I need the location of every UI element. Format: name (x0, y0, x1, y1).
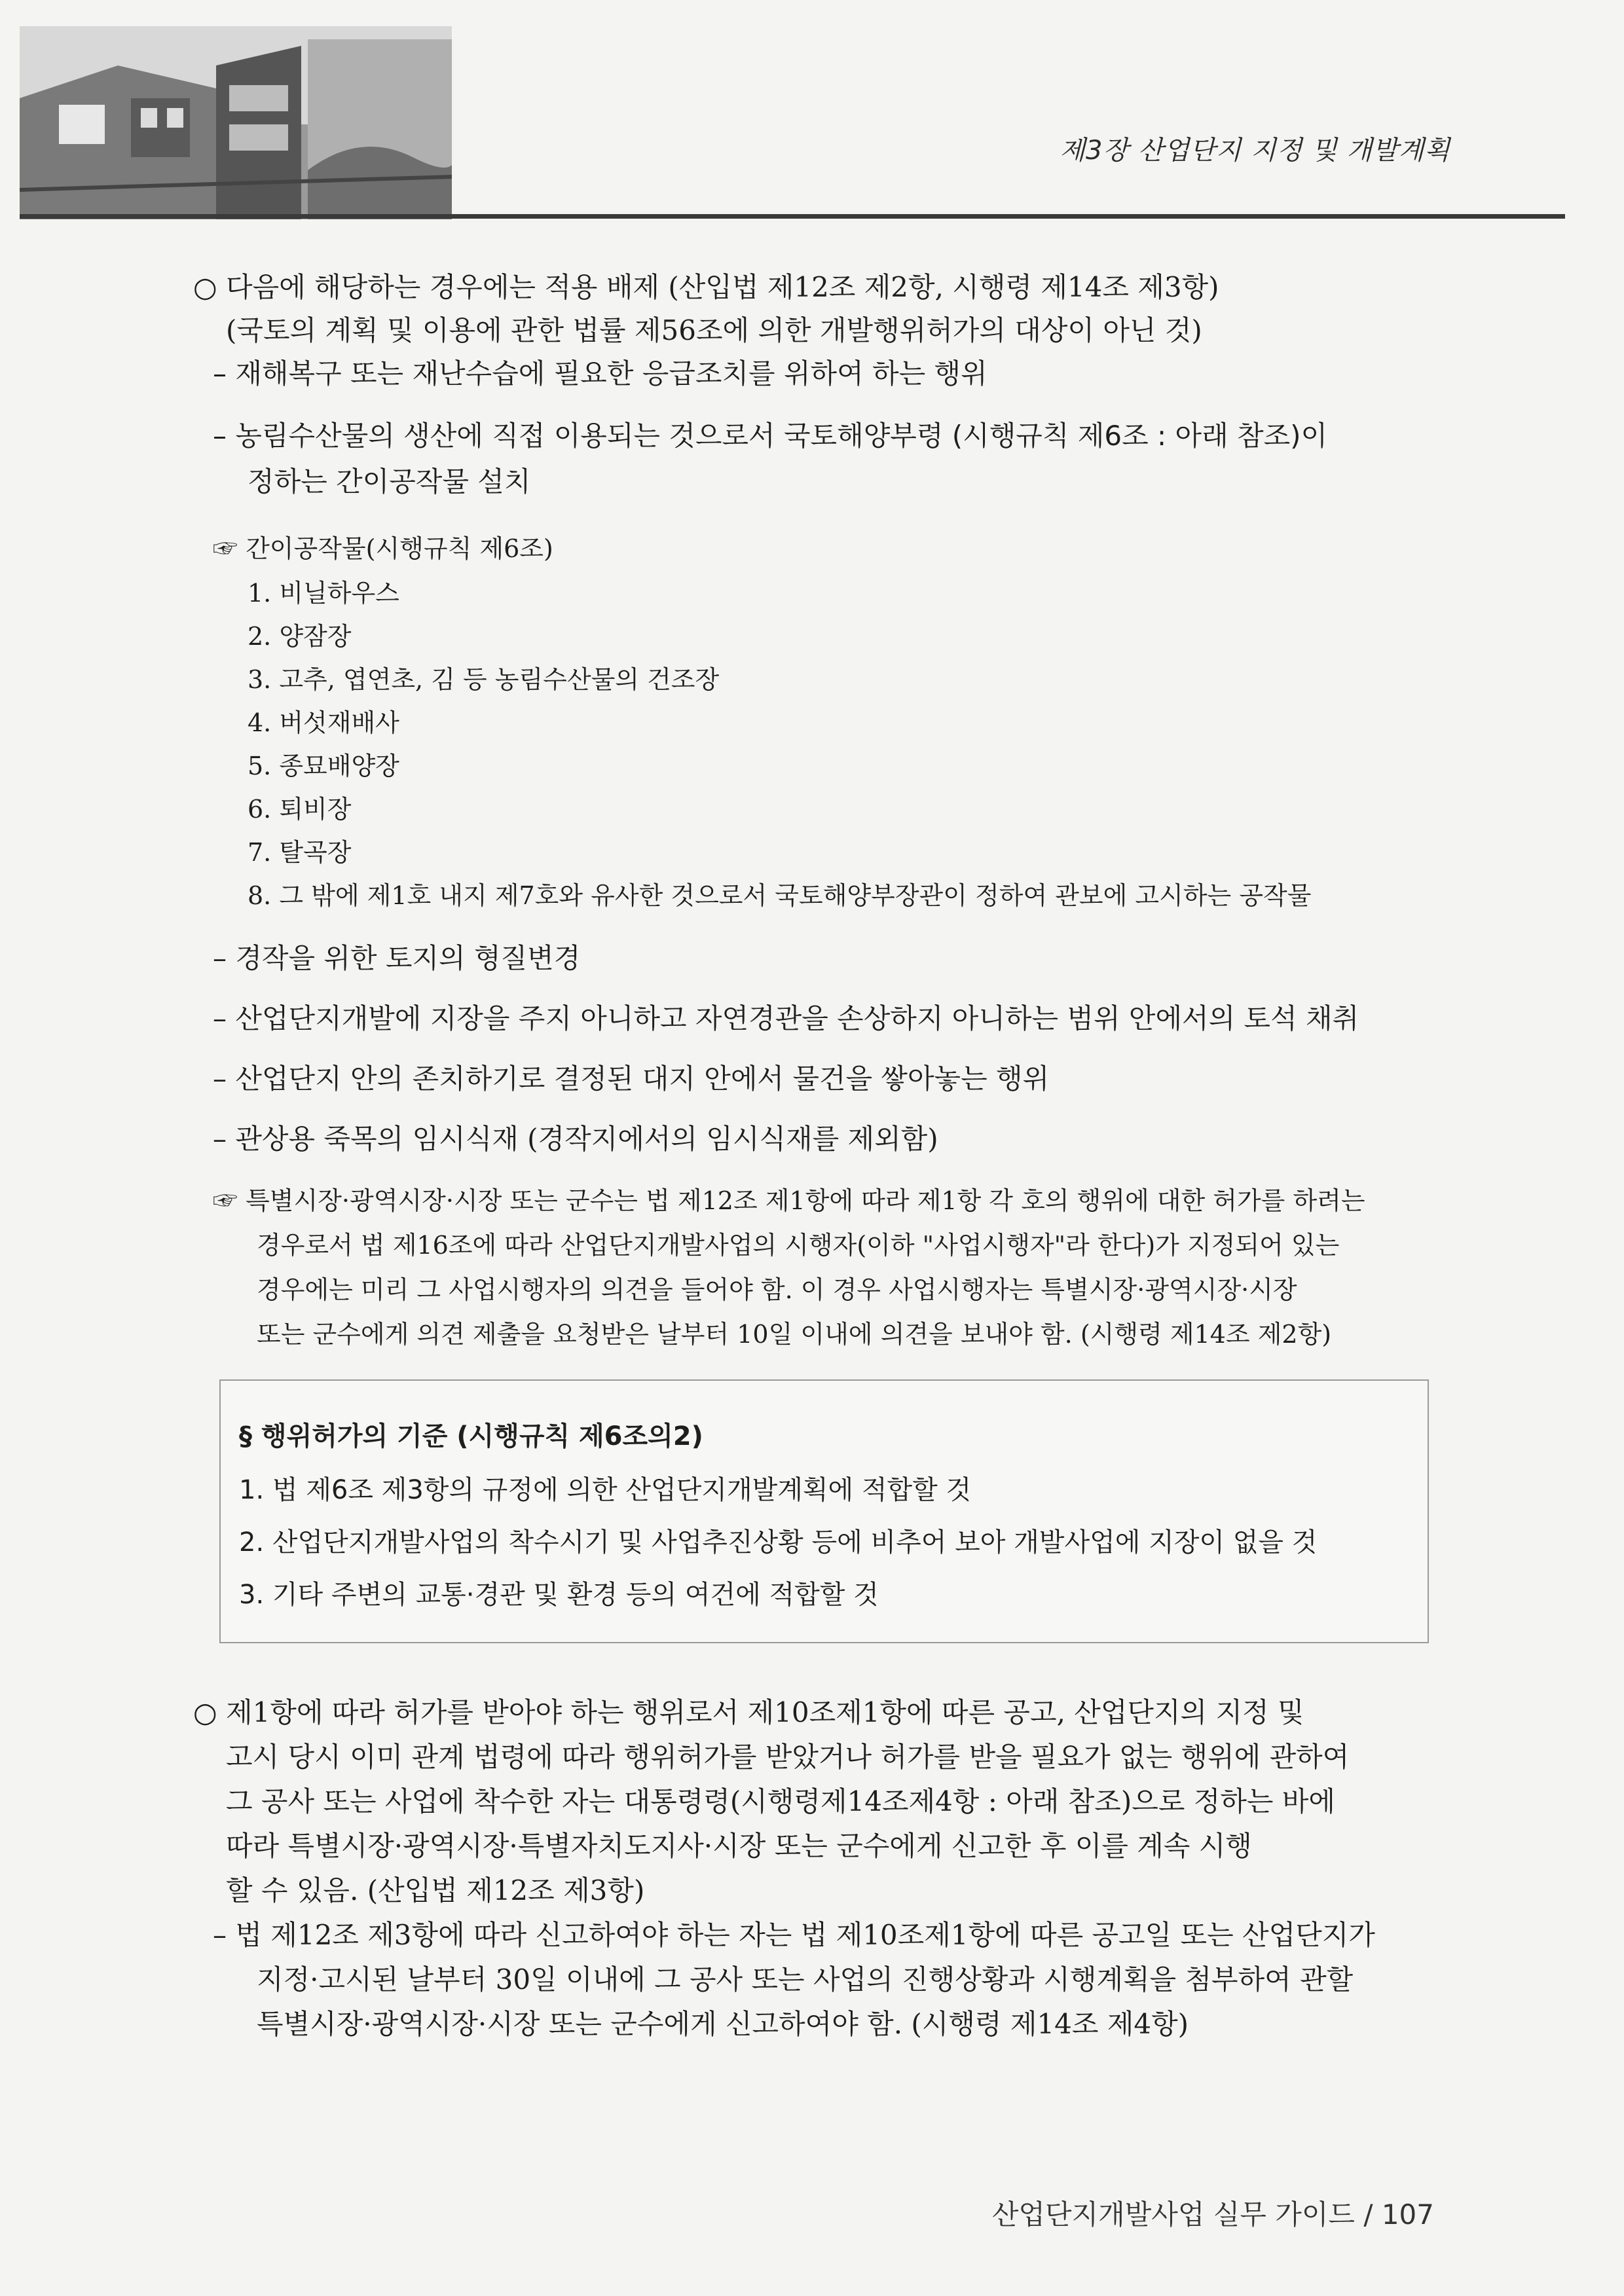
section2-line: 따라 특별시장·광역시장·특별자치도지사·시장 또는 군수에게 신고한 후 이를 계속 시행 (226, 1830, 1252, 1862)
list-item: 8. 그 밖에 제1호 내지 제7호와 유사한 것으로서 국토해양부장관이 정하여 관보에 고시하는 공작물 (248, 881, 1312, 910)
section1-dash1: – 재해복구 또는 재난수습에 필요한 응급조치를 위하여 하는 행위 (213, 357, 987, 390)
section1-dash3: – 경작을 위한 토지의 형질변경 (213, 942, 581, 974)
section2-line: 그 공사 또는 사업에 착수한 자는 대통령령(시행령제14조제4항 : 아래 참조)으로 정하는 바에 (226, 1785, 1335, 1817)
box-item: 1. 법 제6조 제3항의 규정에 의한 산업단지개발계획에 적합할 것 (239, 1475, 972, 1505)
note-title: ☞ 간이공작물(시행규칙 제6조) (213, 534, 553, 563)
header-photo (20, 26, 452, 219)
list-item: 3. 고추, 엽연초, 김 등 농림수산물의 건조장 (248, 665, 720, 694)
section2-line: 고시 당시 이미 관계 법령에 따라 행위허가를 받았거나 허가를 받을 필요가 없는 행위에 관하여 (226, 1741, 1350, 1773)
section1-dash6: – 관상용 죽목의 임시식재 (경작지에서의 임시식재를 제외함) (213, 1123, 938, 1155)
list-item: 5. 종묘배양장 (248, 752, 399, 780)
note2-line: ☞ 특별시장·광역시장·시장 또는 군수는 법 제12조 제1항에 따라 제1항 각 호의 행위에 대한 허가를 하려는 (213, 1186, 1365, 1215)
section1-dash2a: – 농림수산물의 생산에 직접 이용되는 것으로서 국토해양부령 (시행규칙 제6조 : 아래 참조)이 (213, 420, 1328, 452)
note2-line: 경우에는 미리 그 사업시행자의 의견을 들어야 함. 이 경우 사업시행자는 특별시장·광역시장·시장 (257, 1275, 1297, 1304)
list-item: 4. 버섯재배사 (248, 708, 399, 737)
building-photo-icon (20, 26, 452, 219)
chapter-title: 제3장 산업단지 지정 및 개발계획 (1060, 136, 1450, 166)
box-item: 3. 기타 주변의 교통·경관 및 환경 등의 여건에 적합할 것 (239, 1580, 879, 1610)
list-item: 1. 비닐하우스 (248, 579, 399, 608)
section2-line: 할 수 있음. (산입법 제12조 제3항) (226, 1874, 645, 1906)
box-title: § 행위허가의 기준 (시행규칙 제6조의2) (239, 1421, 703, 1451)
section1-dash2b: 정하는 간이공작물 설치 (248, 465, 531, 498)
section2-bullet: ○ (193, 1696, 217, 1728)
section2-dash-line: 지정·고시된 날부터 30일 이내에 그 공사 또는 사업의 진행상황과 시행계획을 첨부하여 관할 (257, 1963, 1354, 1995)
section1-dash4: – 산업단지개발에 지장을 주지 아니하고 자연경관을 손상하지 아니하는 범위 안에서의 토석 채취 (213, 1002, 1359, 1034)
list-item: 2. 양잠장 (248, 622, 352, 651)
note2-line: 경우로서 법 제16조에 따라 산업단지개발사업의 시행자(이하 "사업시행자"라 한다)가 지정되어 있는 (257, 1231, 1340, 1260)
section1-dash5: – 산업단지 안의 존치하기로 결정된 대지 안에서 물건을 쌓아놓는 행위 (213, 1063, 1050, 1095)
list-item: 6. 퇴비장 (248, 795, 352, 824)
section2-dash-line: – 법 제12조 제3항에 따라 신고하여야 하는 자는 법 제10조제1항에 따른 공고일 또는 산업단지가 (213, 1919, 1375, 1951)
box-item: 2. 산업단지개발사업의 착수시기 및 사업추진상황 등에 비추어 보아 개발사업에 지장이 없을 것 (239, 1527, 1318, 1558)
page-footer: 산업단지개발사업 실무 가이드 / 107 (991, 2198, 1434, 2231)
section2-dash-line: 특별시장·광역시장·시장 또는 군수에게 신고하여야 함. (시행령 제14조 제4항) (257, 2008, 1189, 2040)
note2-line: 또는 군수에게 의견 제출을 요청받은 날부터 10일 이내에 의견을 보내야 함. (시행령 제14조 제2항) (257, 1320, 1332, 1349)
header-divider (20, 214, 1565, 219)
section1-line1: 다음에 해당하는 경우에는 적용 배제 (산입법 제12조 제2항, 시행령 제14조 제3항) (226, 271, 1219, 303)
list-item: 7. 탈곡장 (248, 838, 352, 867)
section1-line2: (국토의 계획 및 이용에 관한 법률 제56조에 의한 개발행위허가의 대상이 아닌 것) (226, 314, 1202, 346)
section1-bullet: ○ (193, 271, 217, 303)
section2-line: 제1항에 따라 허가를 받아야 하는 행위로서 제10조제1항에 따른 공고, 산업단지의 지정 및 (226, 1696, 1304, 1728)
